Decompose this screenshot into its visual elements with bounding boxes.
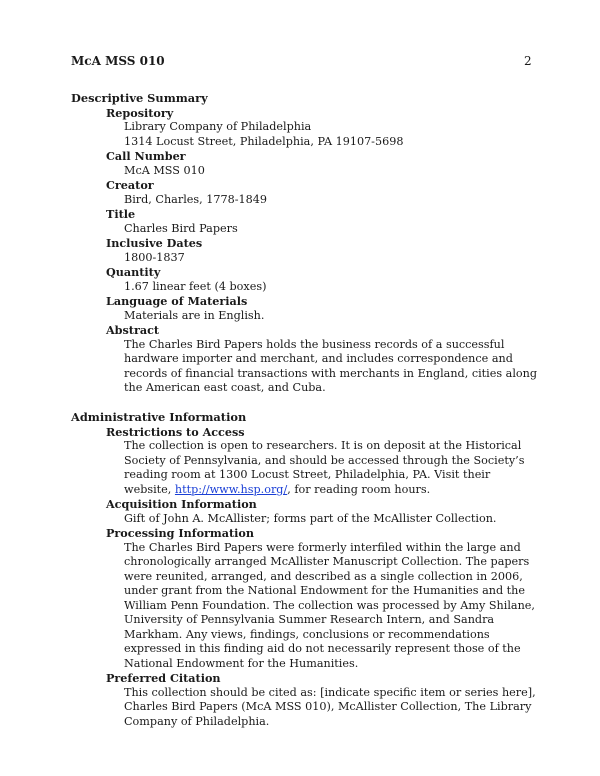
field-value: McA MSS 010 [124,163,205,177]
field-value: Materials are in English. [124,308,265,322]
field-label: Creator [106,178,154,192]
field-label: Processing Information [106,526,255,540]
field-value: Bird, Charles, 1778-1849 [124,192,267,206]
field-label: Inclusive Dates [106,236,203,250]
field-value: Charles Bird Papers [124,221,238,235]
section-spacer [71,396,541,411]
field-value: Library Company of Philadelphia [124,120,312,133]
field-title [71,207,541,236]
restrictions-text [71,439,541,497]
field-label: Repository [106,105,174,120]
field-label: Language of Materials [106,294,248,308]
page-number: 2 [524,54,532,68]
field-label: Title [106,207,136,221]
field-label: Restrictions to Access [106,424,245,439]
field-label: Acquisition Information [106,497,257,511]
section-title-descriptive-summary: Descriptive Summary [71,91,208,105]
field-restrictions [71,425,541,498]
field-value: 1.67 linear feet (4 boxes) [124,279,267,293]
field-language [71,294,541,323]
acquisition-text: Gift of John A. McAllister; forms part of the McAllister Collection. [124,511,497,525]
field-abstract [71,323,541,396]
running-header-collection-id: McA MSS 010 [71,54,165,68]
field-repository [71,106,541,150]
field-quantity [71,265,541,294]
field-inclusive-dates [71,236,541,265]
citation-text: This collection should be cited as: [indicate specific item or series here], Charles Bird Papers (McA MSS 010), McAllister Collection, The Library Company of Philadelphia. [124,685,536,728]
field-label: Abstract [106,323,160,337]
restrictions-text-after: , for reading room hours. [287,482,431,496]
field-label: Call Number [106,149,186,163]
field-value: 1314 Locust Street, Philadelphia, PA 19107-5698 [124,134,404,148]
processing-text: The Charles Bird Papers were formerly interfiled within the large and chronologically arranged McAllister Manuscript Collection. The papers were reunited, arranged, and described as a single collection in 2006, under grant from the National Endowment for the Humanities and the William Penn Foundation. The collection was processed by Amy Shilane, University of Pennsylvania Summer Research Intern, and Sandra Markham. Any views, findings, conclusions or recommendations expressed in this finding aid do not necessarily represent those of the National Endowment for the Humanities. [124,540,535,670]
abstract-text: The Charles Bird Papers holds the business records of a successful hardware importer and merchant, and includes correspondence and records of financial transactions with merchants in England, cities along the American east coast, and Cuba. [124,337,538,394]
hsp-website-link[interactable]: http://www.hsp.org/ [174,482,288,496]
restrictions-text-before: The collection is open to researchers. It is on deposit at the Historical Society of Pennsylvania, and should be accessed through the Society’s reading room at 1300 Locust Street, Philadelphia, PA. Visit their website, [124,439,525,496]
field-call-number [71,149,541,178]
field-citation [71,671,541,729]
field-value: 1800-1837 [124,250,185,264]
field-label: Preferred Citation [106,671,221,685]
section-title-administrative-information: Administrative Information [71,410,247,424]
field-label: Quantity [106,265,161,279]
field-acquisition [71,497,541,526]
field-creator [71,178,541,207]
document-body [71,91,541,729]
field-processing [71,526,541,671]
